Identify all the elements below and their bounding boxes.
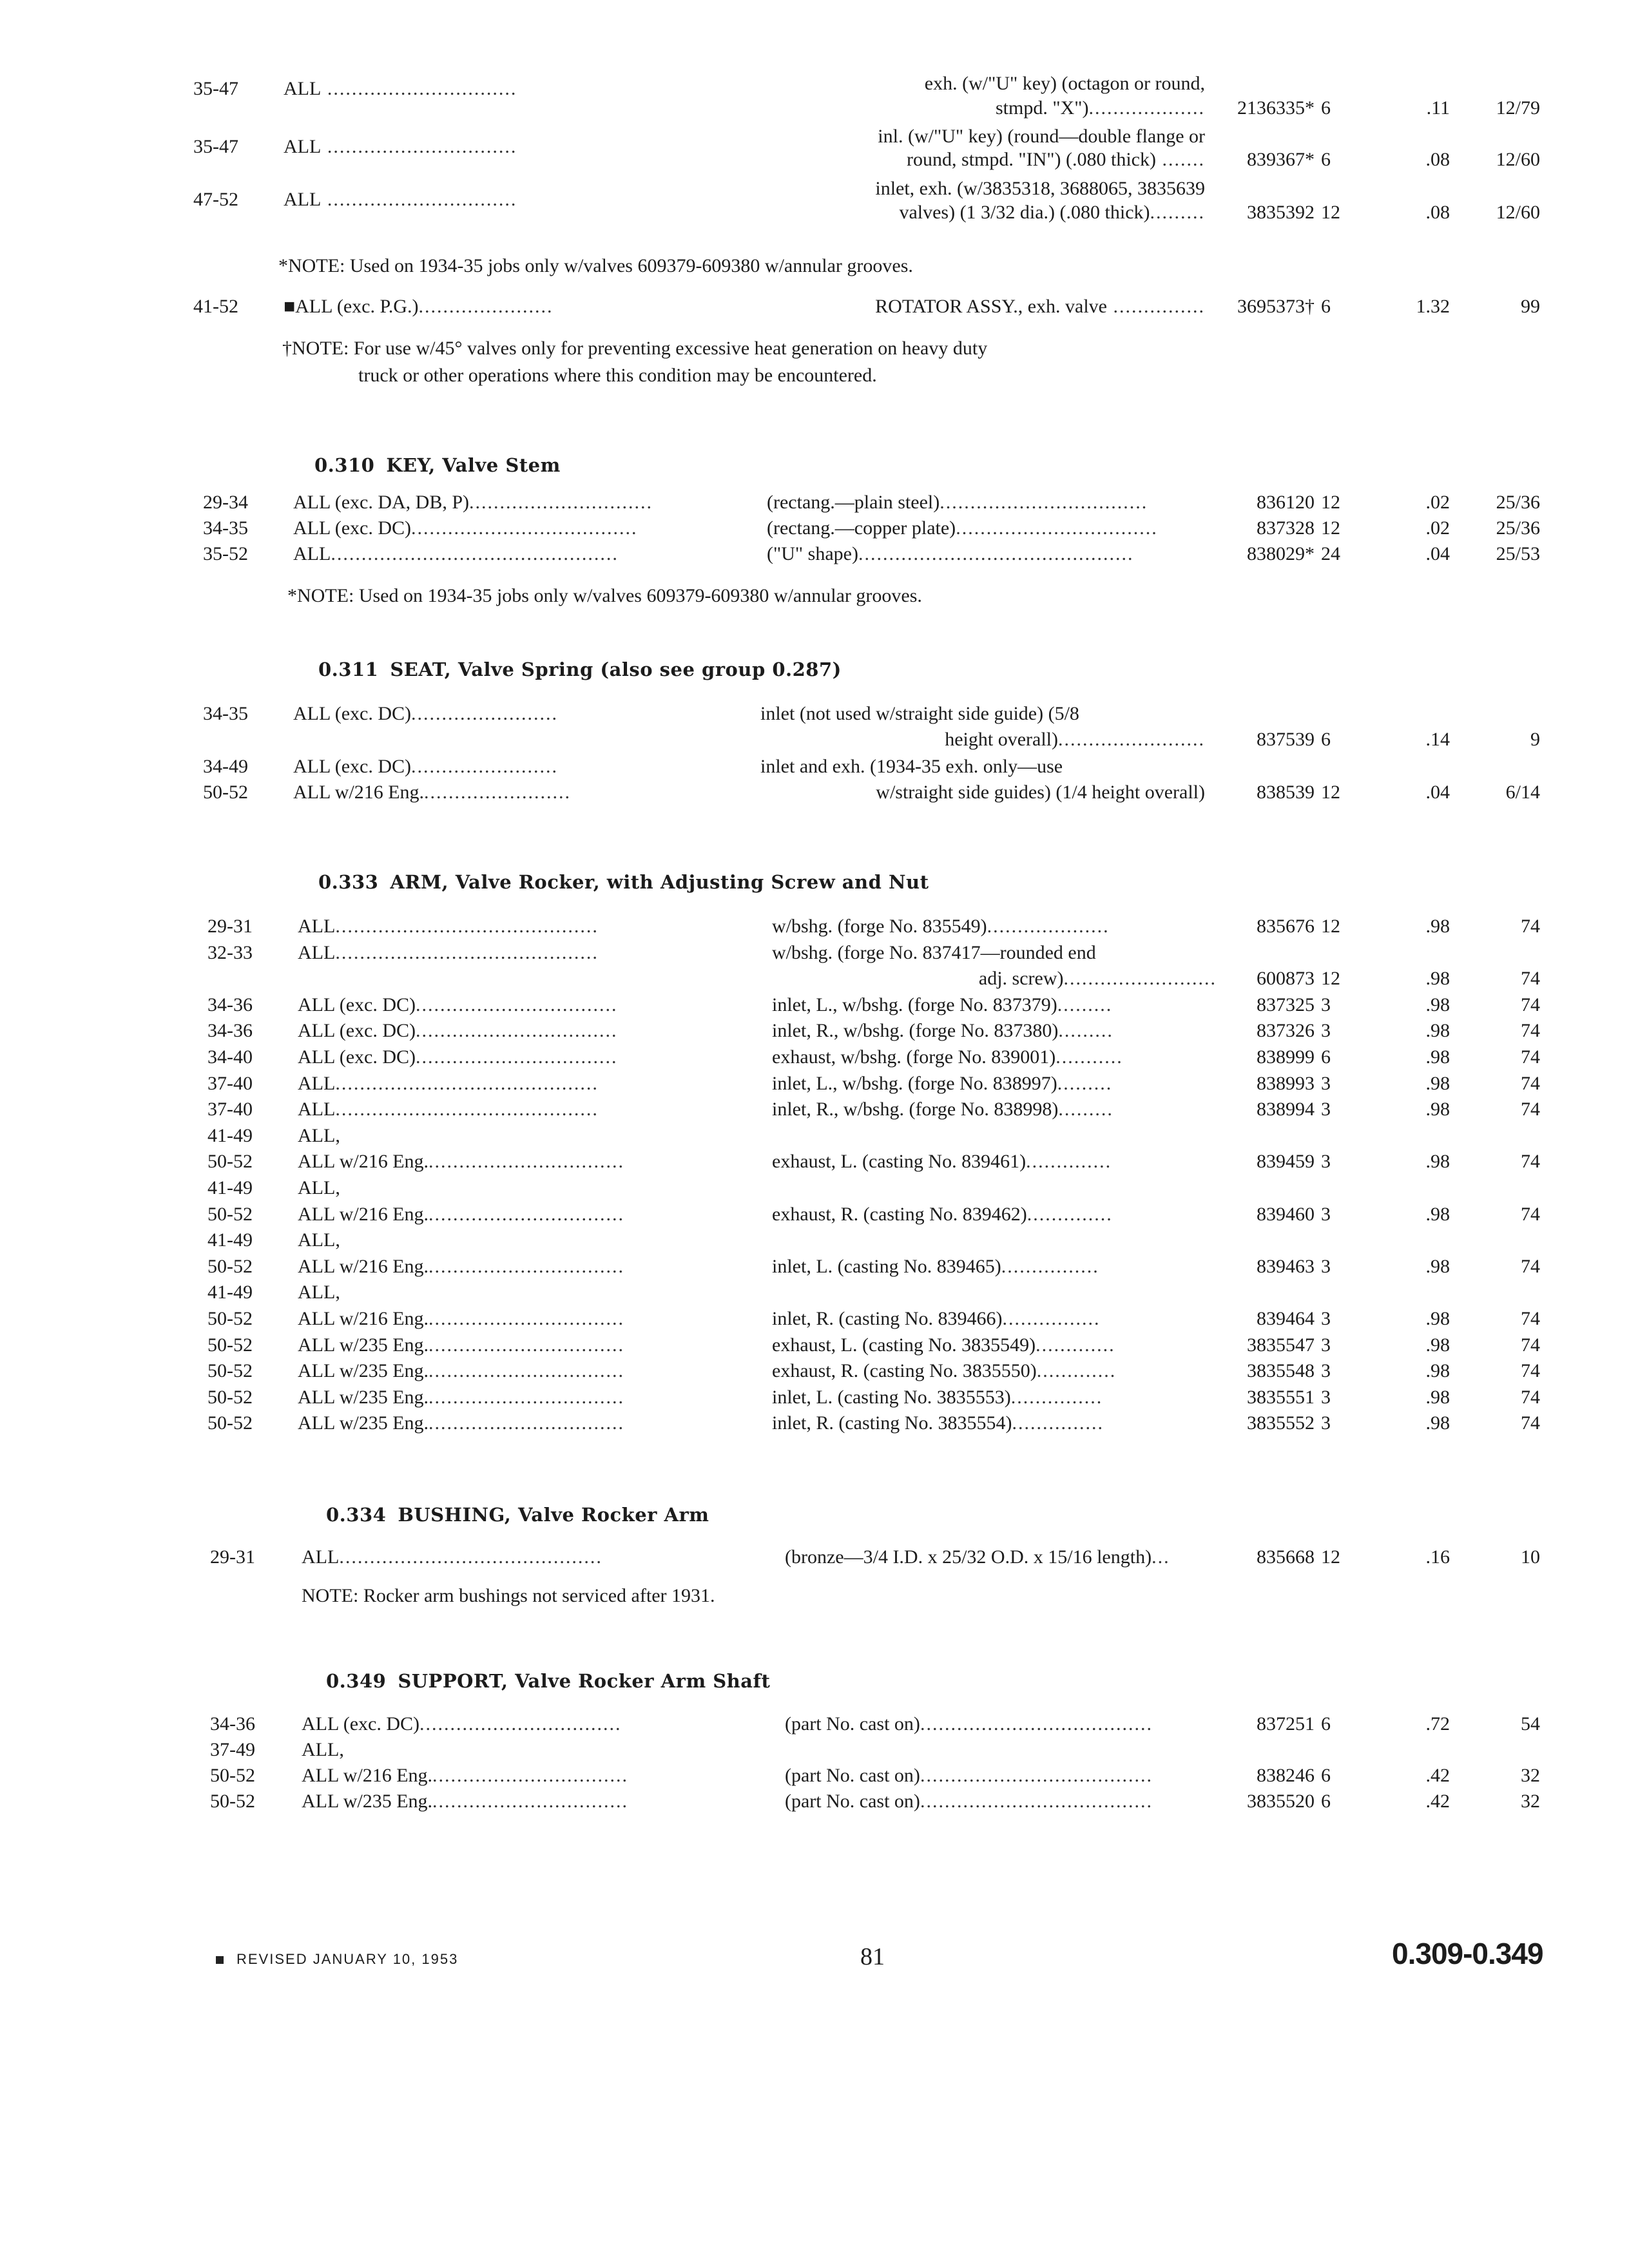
model: ALL (exc. DC)..................................... bbox=[293, 517, 638, 539]
model: ALL ............................... bbox=[284, 78, 517, 99]
desc-line2: stmpd. "X")................... bbox=[996, 97, 1205, 119]
part-number: 839463 bbox=[1257, 1255, 1315, 1277]
note-text: *NOTE: Used on 1934-35 jobs only w/valves 609379-609380 w/annular grooves. bbox=[278, 255, 913, 276]
pack-qty: 3 bbox=[1321, 1386, 1331, 1408]
description: exhaust, L. (casting No. 839461).............. bbox=[772, 1151, 1112, 1173]
bullet-square-icon bbox=[216, 1956, 224, 1964]
group-range: 0.309-0.349 bbox=[1392, 1937, 1543, 1970]
part-number: 3835548 bbox=[1247, 1360, 1315, 1382]
group: 74 bbox=[1521, 1255, 1540, 1277]
pack-qty: 12 bbox=[1321, 782, 1340, 803]
price: .04 bbox=[1425, 543, 1450, 564]
year-range: 50-52 bbox=[207, 1412, 253, 1434]
group: 74 bbox=[1521, 968, 1540, 990]
year-range: 34-35 bbox=[203, 517, 248, 539]
price: .98 bbox=[1425, 1334, 1450, 1356]
group: 6/14 bbox=[1505, 782, 1540, 803]
group: 74 bbox=[1521, 994, 1540, 1015]
price: .02 bbox=[1425, 492, 1450, 513]
price: .98 bbox=[1425, 1255, 1450, 1277]
pack-qty: 6 bbox=[1321, 149, 1331, 170]
group: 74 bbox=[1521, 1308, 1540, 1329]
price: .98 bbox=[1425, 1020, 1450, 1042]
price: .72 bbox=[1425, 1713, 1450, 1735]
year-range: 50-52 bbox=[207, 1334, 253, 1356]
model: ALL w/216 Eng................................. bbox=[302, 1765, 629, 1786]
description: ROTATOR ASSY., exh. valve ............... bbox=[875, 296, 1205, 317]
group: 99 bbox=[1521, 296, 1540, 317]
year-range: 50-52 bbox=[207, 1308, 253, 1329]
description: (part No. cast on)...................................... bbox=[785, 1765, 1153, 1786]
revised-date: REVISED JANUARY 10, 1953 bbox=[216, 1951, 458, 1968]
model: ALL, bbox=[298, 1229, 340, 1251]
description: exhaust, L. (casting No. 3835549)............. bbox=[772, 1334, 1115, 1356]
group: 74 bbox=[1521, 1020, 1540, 1042]
description: (rectang.—copper plate)................................. bbox=[767, 517, 1158, 539]
section-title: KEY, Valve Stem bbox=[386, 454, 561, 476]
pack-qty: 12 bbox=[1321, 916, 1340, 937]
section-heading-0349 bbox=[326, 1670, 770, 1692]
part-number: 3835520 bbox=[1247, 1791, 1315, 1812]
pack-qty: 3 bbox=[1321, 1099, 1331, 1120]
year-range: 35-52 bbox=[203, 543, 248, 564]
year-range: 47-52 bbox=[193, 189, 238, 210]
part-number: 835676 bbox=[1257, 916, 1315, 937]
group: 25/53 bbox=[1496, 543, 1540, 564]
section-number: 0.310 bbox=[314, 454, 375, 476]
note-text: *NOTE: Used on 1934-35 jobs only w/valves 609379-609380 w/annular grooves. bbox=[287, 585, 922, 606]
group: 74 bbox=[1521, 1360, 1540, 1382]
description: (bronze—3/4 I.D. x 25/32 O.D. x 15/16 length)... bbox=[785, 1546, 1170, 1568]
price: .98 bbox=[1425, 1099, 1450, 1120]
model: ALL (exc. DC)................................. bbox=[302, 1713, 622, 1735]
description: inlet, L. (casting No. 3835553)............... bbox=[772, 1386, 1103, 1408]
pack-qty: 3 bbox=[1321, 1072, 1331, 1094]
description: inlet, L., w/bshg. (forge No. 838997)......... bbox=[772, 1072, 1113, 1094]
year-range: 50-52 bbox=[207, 1151, 253, 1173]
price: 1.32 bbox=[1416, 296, 1450, 317]
section-heading-0334 bbox=[326, 1504, 709, 1526]
part-number: 837328 bbox=[1257, 517, 1315, 539]
year-range: 50-52 bbox=[207, 1386, 253, 1408]
pack-qty: 3 bbox=[1321, 994, 1331, 1015]
description: exhaust, w/bshg. (forge No. 839001)........... bbox=[772, 1046, 1123, 1068]
model: ALL w/235 Eng................................. bbox=[302, 1791, 629, 1812]
description: inlet, L., w/bshg. (forge No. 837379)......... bbox=[772, 994, 1113, 1015]
model: ALL w/235 Eng................................. bbox=[298, 1360, 625, 1382]
part-number: 839459 bbox=[1257, 1151, 1315, 1173]
model: ALL ............................... bbox=[284, 136, 517, 157]
section-title: ARM, Valve Rocker, with Adjusting Screw and Nut bbox=[390, 871, 929, 893]
description: inlet, R., w/bshg. (forge No. 837380)......... bbox=[772, 1020, 1113, 1042]
part-number: 837251 bbox=[1257, 1713, 1315, 1735]
price: .42 bbox=[1425, 1791, 1450, 1812]
group: 74 bbox=[1521, 1412, 1540, 1434]
description: adj. screw)......................... bbox=[978, 968, 1217, 990]
desc-line1: inlet (not used w/straight side guide) (5/8 bbox=[760, 703, 1079, 724]
model: ALL (exc. DC)................................. bbox=[298, 994, 618, 1015]
pack-qty: 3 bbox=[1321, 1255, 1331, 1277]
pack-qty: 3 bbox=[1321, 1334, 1331, 1356]
pack-qty: 24 bbox=[1321, 543, 1340, 564]
part-number: 837326 bbox=[1257, 1020, 1315, 1042]
group: 74 bbox=[1521, 1151, 1540, 1173]
year-range: 50-52 bbox=[207, 1360, 253, 1382]
pack-qty: 12 bbox=[1321, 1546, 1340, 1568]
description: (rectang.—plain steel).................................. bbox=[767, 492, 1148, 513]
description: inlet, R. (casting No. 3835554)............... bbox=[772, 1412, 1104, 1434]
section-heading-0311 bbox=[318, 658, 842, 680]
group: 9 bbox=[1530, 729, 1540, 750]
price: .98 bbox=[1425, 1046, 1450, 1068]
group: 25/36 bbox=[1496, 492, 1540, 513]
desc-line2: height overall)........................ bbox=[945, 729, 1205, 750]
part-number: 839464 bbox=[1257, 1308, 1315, 1329]
model: ALL........................................... bbox=[302, 1546, 602, 1568]
pack-qty: 6 bbox=[1321, 1765, 1331, 1786]
model: ALL w/216 Eng................................. bbox=[298, 1308, 625, 1329]
part-number: 838539 bbox=[1257, 782, 1315, 803]
model: ALL (exc. DC)................................. bbox=[298, 1020, 618, 1042]
part-number: 3835392 bbox=[1247, 202, 1315, 223]
year-range: 29-34 bbox=[203, 492, 248, 513]
model: ALL, bbox=[302, 1739, 344, 1760]
model: ALL, bbox=[298, 1124, 340, 1146]
part-number: 3835547 bbox=[1247, 1334, 1315, 1356]
model: ALL........................................... bbox=[298, 941, 599, 963]
model: ALL w/216 Eng................................. bbox=[298, 1151, 625, 1173]
year-range: 50-52 bbox=[210, 1791, 255, 1812]
model: ■ALL (exc. P.G.)...................... bbox=[284, 296, 554, 317]
group: 54 bbox=[1521, 1713, 1540, 1735]
group: 74 bbox=[1521, 1386, 1540, 1408]
model: ALL........................................... bbox=[298, 1072, 599, 1094]
description: exhaust, R. (casting No. 3835550)............. bbox=[772, 1360, 1117, 1382]
part-number: 838994 bbox=[1257, 1099, 1315, 1120]
group: 74 bbox=[1521, 1203, 1540, 1225]
part-number: 3695373† bbox=[1237, 296, 1315, 317]
description: (part No. cast on)...................................... bbox=[785, 1713, 1153, 1735]
model: ALL w/216 Eng................................. bbox=[298, 1255, 625, 1277]
year-range: 50-52 bbox=[210, 1765, 255, 1786]
year-range: 34-49 bbox=[203, 756, 248, 777]
section-title: BUSHING, Valve Rocker Arm bbox=[398, 1504, 709, 1526]
year-range: 37-40 bbox=[207, 1072, 253, 1094]
price: .08 bbox=[1425, 202, 1450, 223]
desc-line2: round, stmpd. "IN") (.080 thick) ....... bbox=[907, 149, 1205, 170]
pack-qty: 6 bbox=[1321, 1791, 1331, 1812]
group: 32 bbox=[1521, 1765, 1540, 1786]
year-range: 35-47 bbox=[193, 136, 238, 157]
year-range: 37-49 bbox=[210, 1739, 255, 1760]
desc-line1: inlet and exh. (1934-35 exh. only—use bbox=[760, 756, 1063, 777]
part-number: 839367* bbox=[1247, 149, 1315, 170]
price: .14 bbox=[1425, 729, 1450, 750]
price: .98 bbox=[1425, 968, 1450, 990]
year-range: 34-36 bbox=[207, 994, 253, 1015]
price: .98 bbox=[1425, 1412, 1450, 1434]
group: 74 bbox=[1521, 1046, 1540, 1068]
part-number: 3835552 bbox=[1247, 1412, 1315, 1434]
pack-qty: 6 bbox=[1321, 1046, 1331, 1068]
group: 74 bbox=[1521, 1072, 1540, 1094]
group: 25/36 bbox=[1496, 517, 1540, 539]
section-number: 0.334 bbox=[326, 1504, 387, 1526]
pack-qty: 6 bbox=[1321, 97, 1331, 119]
year-range: 29-31 bbox=[210, 1546, 255, 1568]
desc-line2: w/straight side guides) (1/4 height overall) bbox=[876, 782, 1205, 803]
pack-qty: 6 bbox=[1321, 1713, 1331, 1735]
price: .98 bbox=[1425, 1072, 1450, 1094]
year-range: 34-36 bbox=[207, 1020, 253, 1042]
description: w/bshg. (forge No. 835549).................... bbox=[772, 916, 1110, 937]
description: (part No. cast on)...................................... bbox=[785, 1791, 1153, 1812]
price: .98 bbox=[1425, 1360, 1450, 1382]
model: ALL ............................... bbox=[284, 189, 517, 210]
part-number: 3835551 bbox=[1247, 1386, 1315, 1408]
group: 10 bbox=[1521, 1546, 1540, 1568]
model: ALL........................................... bbox=[298, 1099, 599, 1120]
desc-line1: inl. (w/"U" key) (round—double flange or bbox=[878, 126, 1205, 147]
part-number: 836120 bbox=[1257, 492, 1315, 513]
group: 12/60 bbox=[1496, 149, 1540, 170]
price: .98 bbox=[1425, 994, 1450, 1015]
model: ALL............................................... bbox=[293, 543, 619, 564]
price: .04 bbox=[1425, 782, 1450, 803]
group: 74 bbox=[1521, 1334, 1540, 1356]
model: ALL (exc. DC)........................ bbox=[293, 703, 558, 724]
pack-qty: 3 bbox=[1321, 1203, 1331, 1225]
year-range: 34-40 bbox=[207, 1046, 253, 1068]
group: 74 bbox=[1521, 916, 1540, 937]
pack-qty: 12 bbox=[1321, 968, 1340, 990]
description: inlet, R., w/bshg. (forge No. 838998)......... bbox=[772, 1099, 1113, 1120]
section-title: SEAT, Valve Spring (also see group 0.287) bbox=[390, 658, 842, 680]
model: ALL (exc. DC)........................ bbox=[293, 756, 558, 777]
group: 32 bbox=[1521, 1791, 1540, 1812]
section-heading-0333 bbox=[318, 871, 929, 893]
description: exhaust, R. (casting No. 839462).............. bbox=[772, 1203, 1113, 1225]
model: ALL (exc. DC)................................. bbox=[298, 1046, 618, 1068]
part-number: 838246 bbox=[1257, 1765, 1315, 1786]
description: ("U" shape)............................................. bbox=[767, 543, 1134, 564]
price: .98 bbox=[1425, 1151, 1450, 1173]
price: .98 bbox=[1425, 1386, 1450, 1408]
price: .02 bbox=[1425, 517, 1450, 539]
pack-qty: 12 bbox=[1321, 202, 1340, 223]
pack-qty: 12 bbox=[1321, 517, 1340, 539]
year-range: 41-52 bbox=[193, 296, 238, 317]
pack-qty: 3 bbox=[1321, 1020, 1331, 1042]
price: .42 bbox=[1425, 1765, 1450, 1786]
part-number: 838029* bbox=[1247, 543, 1315, 564]
model: ALL w/216 Eng......................... bbox=[293, 782, 572, 803]
part-number: 600873 bbox=[1257, 968, 1315, 990]
page-number: 81 bbox=[860, 1943, 885, 1970]
year-range: 41-49 bbox=[207, 1282, 253, 1303]
year-range: 50-52 bbox=[207, 1203, 253, 1225]
price: .98 bbox=[1425, 916, 1450, 937]
price: .16 bbox=[1425, 1546, 1450, 1568]
year-range: 34-36 bbox=[210, 1713, 255, 1735]
price: .11 bbox=[1426, 97, 1450, 119]
pack-qty: 6 bbox=[1321, 729, 1331, 750]
model: ALL (exc. DA, DB, P).............................. bbox=[293, 492, 653, 513]
group: 74 bbox=[1521, 1099, 1540, 1120]
year-range: 41-49 bbox=[207, 1124, 253, 1146]
pack-qty: 12 bbox=[1321, 492, 1340, 513]
pack-qty: 3 bbox=[1321, 1151, 1331, 1173]
part-number: 837325 bbox=[1257, 994, 1315, 1015]
desc-line2: valves) (1 3/32 dia.) (.080 thick)......... bbox=[899, 202, 1205, 223]
part-number: 838999 bbox=[1257, 1046, 1315, 1068]
price: .08 bbox=[1425, 149, 1450, 170]
pack-qty: 3 bbox=[1321, 1360, 1331, 1382]
part-number: 839460 bbox=[1257, 1203, 1315, 1225]
model: ALL w/235 Eng................................. bbox=[298, 1386, 625, 1408]
model: ALL........................................... bbox=[298, 916, 599, 937]
model: ALL, bbox=[298, 1177, 340, 1198]
year-range: 37-40 bbox=[207, 1099, 253, 1120]
year-range: 35-47 bbox=[193, 78, 238, 99]
group: 12/60 bbox=[1496, 202, 1540, 223]
model: ALL w/235 Eng................................. bbox=[298, 1412, 625, 1434]
description: inlet, R. (casting No. 839466)................ bbox=[772, 1308, 1101, 1329]
price: .98 bbox=[1425, 1308, 1450, 1329]
note-text: truck or other operations where this condition may be encountered. bbox=[358, 365, 877, 386]
model: ALL w/216 Eng................................. bbox=[298, 1203, 625, 1225]
year-range: 41-49 bbox=[207, 1177, 253, 1198]
section-number: 0.349 bbox=[326, 1670, 387, 1692]
description: w/bshg. (forge No. 837417—rounded end bbox=[772, 941, 1096, 963]
note-text: †NOTE: For use w/45° valves only for preventing excessive heat generation on heavy duty bbox=[282, 338, 988, 359]
note-text: NOTE: Rocker arm bushings not serviced after 1931. bbox=[302, 1585, 715, 1606]
pack-qty: 3 bbox=[1321, 1412, 1331, 1434]
price: .98 bbox=[1425, 1203, 1450, 1225]
year-range: 34-35 bbox=[203, 703, 248, 724]
section-heading-0310 bbox=[314, 454, 561, 476]
section-number: 0.311 bbox=[318, 658, 379, 680]
pack-qty: 6 bbox=[1321, 296, 1331, 317]
part-number: 837539 bbox=[1257, 729, 1315, 750]
year-range: 50-52 bbox=[207, 1255, 253, 1277]
pack-qty: 3 bbox=[1321, 1308, 1331, 1329]
group: 12/79 bbox=[1496, 97, 1540, 119]
section-title: SUPPORT, Valve Rocker Arm Shaft bbox=[398, 1670, 771, 1692]
part-number: 2136335* bbox=[1237, 97, 1315, 119]
section-number: 0.333 bbox=[318, 871, 379, 893]
description: inlet, L. (casting No. 839465)................ bbox=[772, 1255, 1099, 1277]
model: ALL, bbox=[298, 1282, 340, 1303]
part-number: 838993 bbox=[1257, 1072, 1315, 1094]
part-number: 835668 bbox=[1257, 1546, 1315, 1568]
desc-line1: inlet, exh. (w/3835318, 3688065, 3835639 bbox=[875, 178, 1205, 199]
desc-line1: exh. (w/"U" key) (octagon or round, bbox=[924, 73, 1205, 94]
year-range: 50-52 bbox=[203, 782, 248, 803]
year-range: 41-49 bbox=[207, 1229, 253, 1251]
year-range: 32-33 bbox=[207, 941, 253, 963]
model: ALL w/235 Eng................................. bbox=[298, 1334, 625, 1356]
year-range: 29-31 bbox=[207, 916, 253, 937]
